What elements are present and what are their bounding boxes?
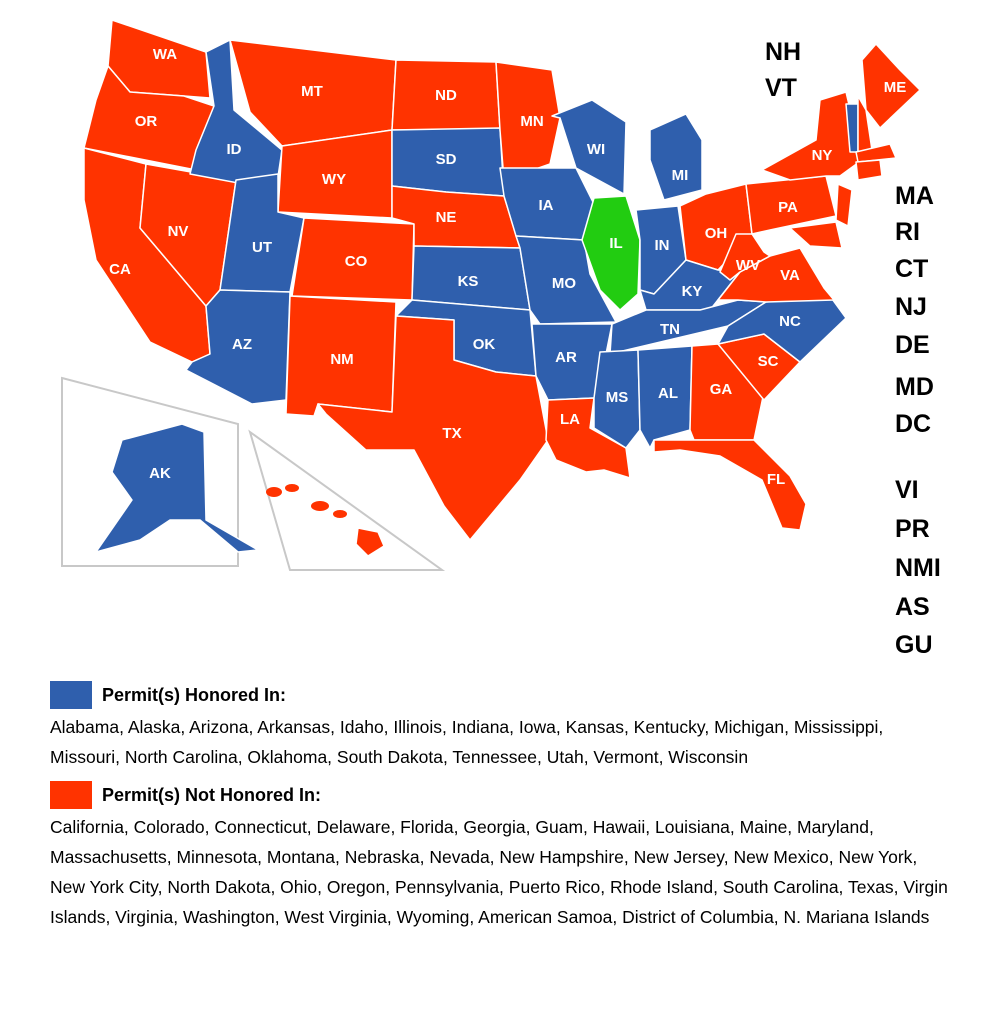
state-label-ks: KS — [457, 272, 479, 290]
state-label-co: CO — [344, 252, 368, 270]
side-label-pr: PR — [895, 515, 930, 543]
state-label-ky: KY — [681, 282, 703, 300]
legend-honored-title: Permit(s) Honored In: — [102, 684, 287, 705]
state-label-nc: NC — [779, 312, 801, 330]
state-label-ny: NY — [811, 146, 833, 164]
state-label-me: ME — [883, 78, 907, 96]
state-label-ia: IA — [538, 196, 554, 214]
legend — [50, 680, 950, 940]
side-label-dc: DC — [895, 410, 932, 438]
state-label-mt: MT — [301, 82, 323, 100]
state-label-ak: AK — [149, 464, 171, 482]
state-label-az: AZ — [232, 335, 252, 353]
state-label-ga: GA — [709, 380, 733, 398]
legend-not-honored-swatch — [50, 781, 92, 809]
state-label-id: ID — [226, 140, 242, 158]
state-label-ne: NE — [435, 208, 457, 226]
state-nj — [836, 184, 852, 226]
side-label-nmi: NMI — [895, 554, 941, 582]
state-label-oh: OH — [704, 224, 728, 242]
state-label-tx: TX — [442, 424, 462, 442]
side-label-as: AS — [895, 593, 930, 621]
state-label-nd: ND — [435, 86, 457, 104]
state-label-la: LA — [560, 410, 580, 428]
hawaii-island-2 — [285, 484, 299, 492]
state-label-il: IL — [609, 234, 623, 252]
state-mi — [650, 114, 702, 200]
hawaii-island-3 — [311, 501, 329, 511]
hawaii-island-4 — [333, 510, 347, 518]
legend-not-honored-header — [50, 780, 950, 810]
inset-hawaii-frame — [250, 432, 442, 570]
state-md — [790, 222, 842, 248]
state-ct — [856, 160, 882, 180]
legend-not-honored-list: California, Colorado, Connecticut, Delaware, Florida, Georgia, Guam, Hawaii, Louisiana, Maine, Maryland, Massachusetts, Minnesota, Montana, Nebraska, Nevada, New Hampshire, New Jersey, New Mexico, New York, New York City, North Dakota, Ohio, Oregon, Pennsylvania, Puerto Rico, Rhode Island, South Carolina, Texas, Virgin Islands, Virginia, Washington, West Virginia, Wyoming, American Samoa, District of Columbia, N. Mariana Islands — [50, 817, 948, 927]
legend-not-honored-title: Permit(s) Not Honored In: — [102, 784, 321, 805]
state-label-nm: NM — [330, 350, 354, 368]
legend-honored-header — [50, 680, 950, 710]
legend-honored-swatch — [50, 681, 92, 709]
state-label-al: AL — [658, 384, 678, 402]
state-label-pa: PA — [778, 198, 798, 216]
state-label-hi: HI — [324, 530, 340, 548]
state-label-sd: SD — [435, 150, 457, 168]
hawaii-island-1 — [266, 487, 282, 497]
state-label-ok: OK — [472, 335, 496, 353]
side-label-ct: CT — [895, 255, 929, 283]
state-label-wa: WA — [152, 45, 178, 63]
state-label-va: VA — [780, 266, 800, 284]
state-label-ar: AR — [555, 348, 577, 366]
state-label-wy: WY — [321, 170, 347, 188]
state-label-ms: MS — [605, 388, 629, 406]
state-label-nv: NV — [167, 222, 189, 240]
side-label-vt: VT — [765, 74, 797, 102]
state-label-fl: FL — [766, 470, 786, 488]
side-label-nh: NH — [765, 38, 802, 66]
side-label-nj: NJ — [895, 293, 927, 321]
state-label-wv: WV — [735, 256, 761, 274]
state-label-sc: SC — [757, 352, 779, 370]
side-label-ri: RI — [895, 218, 920, 246]
state-label-tn: TN — [660, 320, 680, 338]
side-label-md: MD — [895, 373, 934, 401]
state-label-in: IN — [654, 236, 670, 254]
state-label-mi: MI — [671, 166, 689, 184]
side-label-gu: GU — [895, 631, 933, 659]
state-label-or: OR — [134, 112, 158, 130]
state-label-mo: MO — [551, 274, 577, 292]
side-label-de: DE — [895, 331, 930, 359]
side-label-vi: VI — [895, 476, 919, 504]
state-label-ut: UT — [252, 238, 272, 256]
legend-honored-list: Alabama, Alaska, Arizona, Arkansas, Idaho, Illinois, Indiana, Iowa, Kansas, Kentucky, Michigan, Mississippi, Missouri, North Carolina, Oklahoma, South Dakota, Tennessee, Utah, Vermont, Wisconsin — [50, 717, 884, 767]
state-label-wi: WI — [586, 140, 606, 158]
state-label-ca: CA — [109, 260, 131, 278]
side-label-ma: MA — [895, 182, 934, 210]
state-label-mn: MN — [520, 112, 544, 130]
